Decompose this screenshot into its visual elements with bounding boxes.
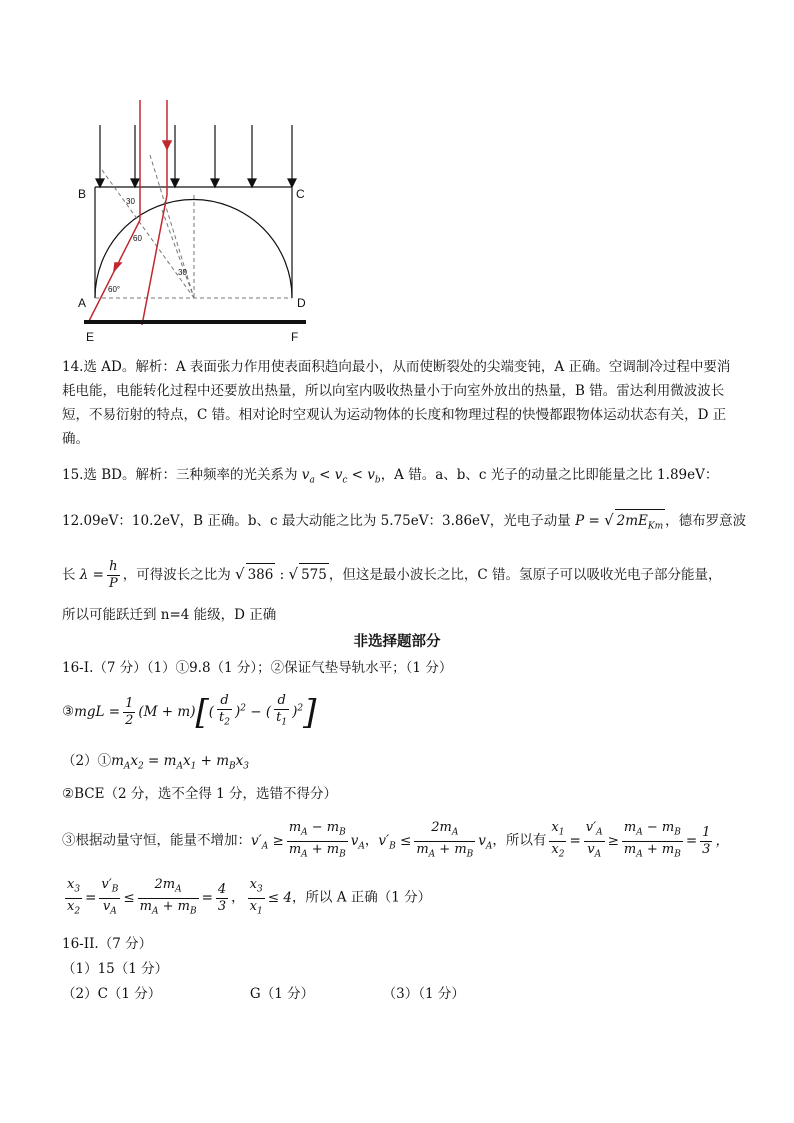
q15-line3-post: ，但这是最小波长之比，C 错。氢原子可以吸收光电子部分能量， xyxy=(328,567,722,583)
q15-line3-mid: ，可得波长之比为 xyxy=(122,567,236,583)
q16-1-part2c-line2: $\frac{x_3}{x_2}$ = $\frac{v'_B}{v_A}$ ≤ $\frac{2m_A}{m_A + m_B}$ = $\frac{4}{3}$ ， $\frac{x_3}{x_1}$ ≤ 4，所以 A 正确（1 分） xyxy=(62,877,431,919)
q16-1-part2c-line2-post: ，所以 A 正确（1 分） xyxy=(291,889,432,906)
optics-diagram xyxy=(70,95,320,344)
q16-2-p1: （1）15（1 分） xyxy=(62,961,169,977)
q15-momentum-formula: P = √ $2mE_{Km}$ xyxy=(575,513,665,529)
angle-60-low: 60° xyxy=(108,285,121,294)
q16-1-ratio1: $\frac{x_1}{x_2}$ = $\frac{v'_A}{v_A}$ ≥ $\frac{m_A - m_B}{m_A + m_B}$ = $\frac{1}{3}$ ， xyxy=(551,820,729,860)
q16-1-part2c: ③根据动量守恒，能量不增加：$v'_A$ ≥ $\frac{m_A - m_B}{m_A + m_B}$ $v_A$，$v'_B$ ≤ $\frac{2m_A}{m_A + m_B}$ $v_A$，所以有 $\frac{x_1}{x_2}$ = $\frac{v'_A}{v_A}$ ≥ $\frac{m_A - m_B}{m_A + m_B}$ = $\frac{1}{3}$ ， xyxy=(62,820,729,860)
q15-line2 xyxy=(62,509,746,538)
q15-line1 xyxy=(62,464,718,492)
q16-1-ineq2: $v'_B$ ≤ $\frac{2m_A}{m_A + m_B}$ $v_A$ xyxy=(378,820,493,860)
q15-line1-pre: 15.选 BD。解析：三种频率的光关系为 xyxy=(62,467,302,483)
q15-line2-post: ，德布罗意波 xyxy=(665,513,747,529)
q15-line3-pre: 长 xyxy=(62,567,80,583)
q15-line4: 所以可能跃迁到 n=4 能级，D 正确 xyxy=(62,607,277,623)
label-B: B xyxy=(78,187,87,201)
label-F: F xyxy=(291,330,299,344)
q14-paragraph: 14.选 AD。解析：A 表面张力作用使表面积趋向最小，从而使断裂处的尖端变钝，A 正确。空调制冷过程中要消耗电能，电能转化过程中还要放出热量，所以向室内吸收热量小于向室外放出的热量，B 错。雷达利用微波波长短，不易衍射的特点，C 错。相对论时空观认为运动物体的长度和物理过程的快慢都跟物体运动状态有关，D 正确。 xyxy=(62,359,731,447)
q15-ineq: $v_a < v_c < v_b$ xyxy=(301,467,381,486)
q16-1-item3-prefix: ③ xyxy=(62,703,75,720)
q16-2-p2 xyxy=(62,983,465,1005)
label-C: C xyxy=(296,187,305,201)
q16-1-header: 16-I.（7 分）（1）①9.8（1 分）；②保证气垫导轨水平；（1 分） xyxy=(62,660,453,676)
angle-60-mid: 60 xyxy=(133,234,142,243)
q16-2-p2a: （2）C（1 分） xyxy=(62,986,162,1002)
q15-line1-post: ，A 错。a、b、c 光子的动量之比即能量之比 1.89eV： xyxy=(380,467,719,483)
q15-line3 xyxy=(62,559,721,592)
q16-1-item3 xyxy=(62,690,316,731)
label-D: D xyxy=(297,296,306,310)
label-E: E xyxy=(86,330,95,344)
q16-1-part2-prefix: （2）① xyxy=(62,753,112,769)
section-title: 非选择题部分 xyxy=(353,634,441,650)
q16-1-part2b: ②BCE（2 分，选不全得 1 分，选错不得分） xyxy=(62,786,338,802)
q16-1-energy-formula: mgL = $\frac{1}{2}$ (M + m)[( $\frac{d}{t_2}$ )$^2$ − ( $\frac{d}{t_1}$ )$^2$] xyxy=(74,692,317,732)
q16-1-ratio3: $\frac{x_3}{x_1}$ ≤ 4 xyxy=(249,877,292,917)
q16-2-p2b: G（1 分） xyxy=(249,986,315,1002)
q16-1-part2 xyxy=(62,750,249,778)
q16-1-ratio2: $\frac{x_3}{x_2}$ = $\frac{v'_B}{v_A}$ ≤ $\frac{2m_A}{m_A + m_B}$ = $\frac{4}{3}$ xyxy=(67,877,227,917)
angle-30-right: 30 xyxy=(178,268,187,277)
q16-2-header: 16-II.（7 分） xyxy=(62,936,153,952)
q16-1-ineq1: $v'_A$ ≥ $\frac{m_A - m_B}{m_A + m_B}$ $v_A$ xyxy=(251,820,365,860)
q15-ratio: √ 386 : √ 575 xyxy=(235,567,329,583)
q15-lambda-formula: λ = $\frac{h}{P}$ xyxy=(79,559,118,591)
q16-1-part2c-text: ③根据动量守恒，能量不增加： xyxy=(62,832,251,849)
label-A: A xyxy=(78,296,87,310)
q15-line2-pre: 12.09eV：10.2eV，B 正确。b、c 最大动能之比为 5.75eV：3.86eV，光电子动量 xyxy=(62,513,576,529)
q16-2-p3: （3）（1 分） xyxy=(382,986,465,1002)
q16-1-part2c-mid: ，所以有 xyxy=(492,832,547,849)
q16-1-momentum-formula: $m_Ax_2 = m_Ax_1 + m_Bx_3$ xyxy=(111,753,250,772)
angle-30-top: 30 xyxy=(126,197,135,206)
